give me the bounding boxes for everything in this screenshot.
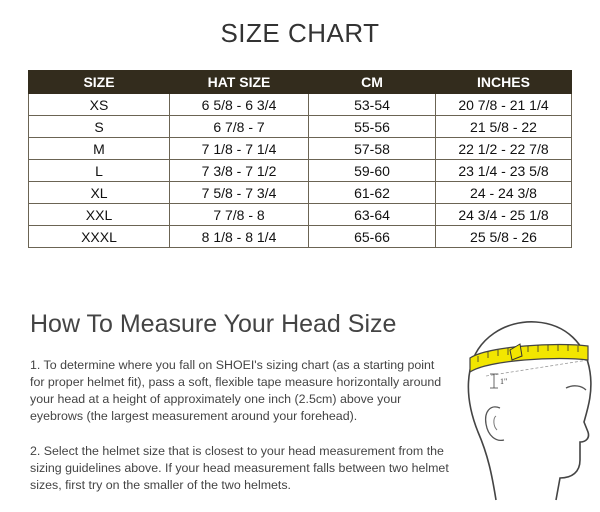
cell-cm: 55-56 [309, 116, 436, 138]
cell-inches: 24 3/4 - 25 1/8 [436, 204, 572, 226]
page-title: SIZE CHART [220, 18, 380, 48]
measure-heading: How To Measure Your Head Size [30, 310, 397, 338]
table-row [29, 94, 572, 116]
cell-size: M [29, 138, 170, 160]
one-inch-label: 1" [500, 377, 508, 386]
head-measure-illustration [448, 300, 600, 512]
cell-size: L [29, 160, 170, 182]
cell-inches: 25 5/8 - 26 [436, 226, 572, 248]
cell-size: S [29, 116, 170, 138]
cell-inches: 23 1/4 - 23 5/8 [436, 160, 572, 182]
cell-hat-size: 7 7/8 - 8 [170, 204, 309, 226]
cell-size: XS [29, 94, 170, 116]
cell-size: XXXL [29, 226, 170, 248]
cell-cm: 57-58 [309, 138, 436, 160]
header-inches: INCHES [436, 71, 572, 94]
table-row [29, 138, 572, 160]
measure-step-1: 1. To determine where you fall on SHOEI's sizing chart (as a starting point for proper helmet fit), pass a soft, flexible tape measure horizontally around your head at a height of approximately one inch (2.5cm) above your eyebrows (the largest measurement around your forehead). [30, 358, 442, 423]
table-row [29, 204, 572, 226]
cell-cm: 59-60 [309, 160, 436, 182]
cell-hat-size: 6 5/8 - 6 3/4 [170, 94, 309, 116]
cell-cm: 65-66 [309, 226, 436, 248]
cell-cm: 61-62 [309, 182, 436, 204]
cell-inches: 22 1/2 - 22 7/8 [436, 138, 572, 160]
header-cm: CM [309, 71, 436, 94]
size-chart-table [28, 70, 572, 248]
table-header-row [29, 71, 572, 94]
cell-size: XXL [29, 204, 170, 226]
measure-step-2: 2. Select the helmet size that is closest to your head measurement from the sizing guidelines above. If your head measurement falls between two helmet sizes, first try on the smaller of the two helmets. [30, 444, 449, 492]
table-row [29, 160, 572, 182]
table-row [29, 116, 572, 138]
cell-hat-size: 7 5/8 - 7 3/4 [170, 182, 309, 204]
table-row [29, 182, 572, 204]
cell-inches: 21 5/8 - 22 [436, 116, 572, 138]
cell-cm: 53-54 [309, 94, 436, 116]
cell-hat-size: 7 3/8 - 7 1/2 [170, 160, 309, 182]
header-hat-size: HAT SIZE [170, 71, 309, 94]
table-row [29, 226, 572, 248]
cell-size: XL [29, 182, 170, 204]
cell-cm: 63-64 [309, 204, 436, 226]
cell-hat-size: 6 7/8 - 7 [170, 116, 309, 138]
cell-inches: 24 - 24 3/8 [436, 182, 572, 204]
cell-inches: 20 7/8 - 21 1/4 [436, 94, 572, 116]
cell-hat-size: 8 1/8 - 8 1/4 [170, 226, 309, 248]
cell-hat-size: 7 1/8 - 7 1/4 [170, 138, 309, 160]
header-size: SIZE [29, 71, 170, 94]
